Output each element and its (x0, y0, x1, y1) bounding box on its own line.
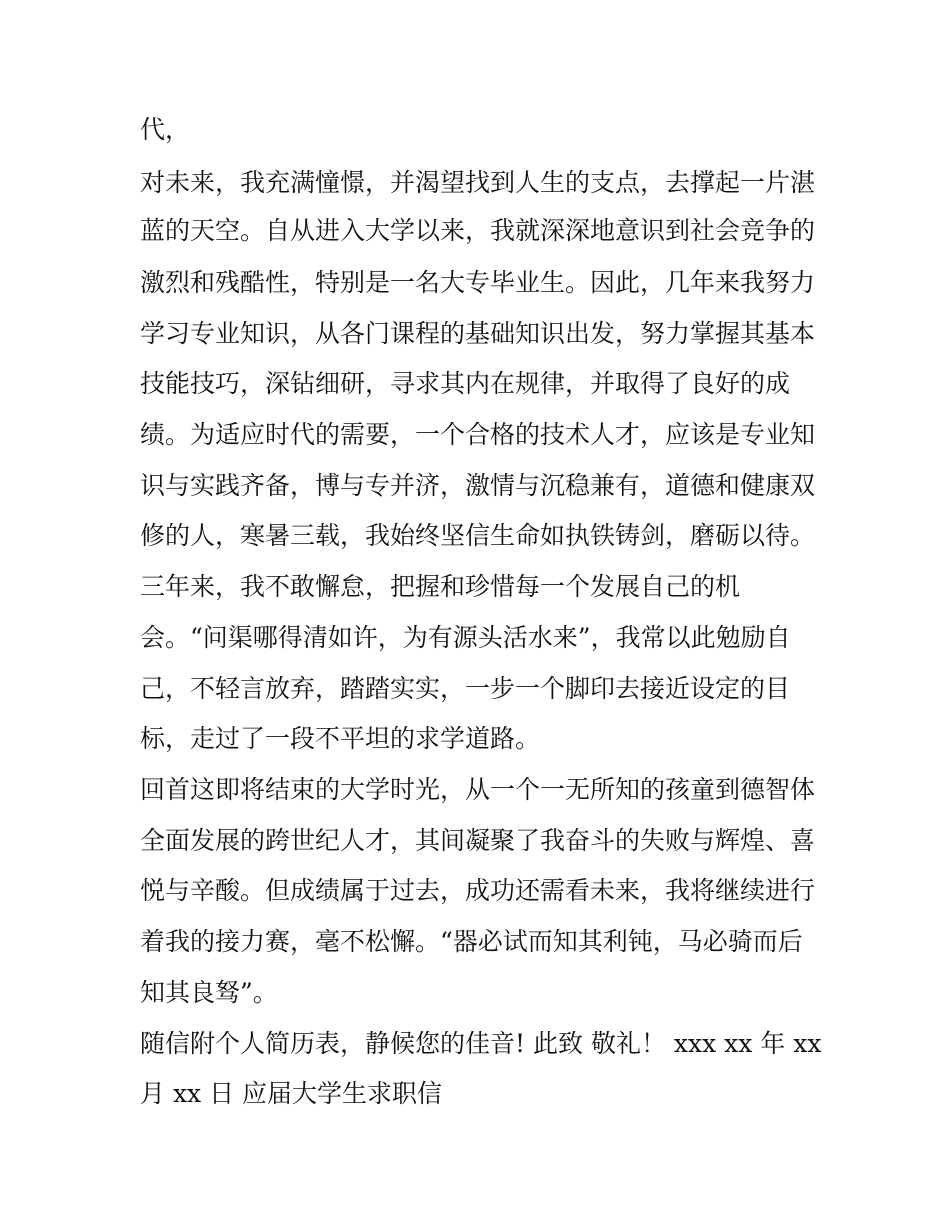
text-line: 悦与辛酸。但成绩属于过去，成功还需看未来，我将继续进行 (140, 876, 816, 905)
text-line: 代， (140, 115, 191, 144)
text-line: 随信附个人简历表，静候您的佳音! 此致 敬礼！ xxx xx 年 xx (140, 1029, 822, 1058)
text-line: 标，走过了一段不平坦的求学道路。 (140, 724, 541, 753)
text-line: 技能技巧，深钻细研，寻求其内在规律，并取得了良好的成 (140, 369, 791, 398)
text-line: 着我的接力赛，毫不松懈。“器必试而知其利钝，马必骑而后 (140, 927, 803, 956)
text-line: 全面发展的跨世纪人才，其间凝聚了我奋斗的失败与辉煌、喜 (140, 826, 816, 855)
text-line: 对未来，我充满憧憬，并渴望找到人生的支点，去撑起一片湛 (140, 168, 816, 197)
text-line: 激烈和残酷性，特别是一名大专毕业生。因此，几年来我努力 (140, 268, 816, 297)
text-line: 修的人，寒暑三载，我始终坚信生命如执铁铸剑，磨砺以待。 (140, 521, 816, 550)
text-line: 识与实践齐备，博与专并济，激情与沉稳兼有，道德和健康双 (140, 471, 816, 500)
text-line: 月 xx 日 应届大学生求职信 (140, 1079, 443, 1108)
text-line: 绩。为适应时代的需要，一个合格的技术人才，应该是专业知 (140, 420, 816, 449)
text-line: 己，不轻言放弃，踏踏实实，一步一个脚印去接近设定的目 (140, 674, 791, 703)
text-line: 学习专业知识，从各门课程的基础知识出发，努力掌握其基本 (140, 319, 816, 348)
text-line: 知其良驽”。 (140, 978, 278, 1007)
text-line: 会。“问渠哪得清如许，为有源头活水来”，我常以此勉励自 (140, 623, 791, 652)
text-line: 三年来，我不敢懈怠，把握和珍惜每一个发展自己的机 (140, 572, 741, 601)
text-line: 回首这即将结束的大学时光，从一个一无所知的孩童到德智体 (140, 775, 816, 804)
text-line: 蓝的天空。自从进入大学以来，我就深深地意识到社会竞争的 (140, 216, 816, 245)
